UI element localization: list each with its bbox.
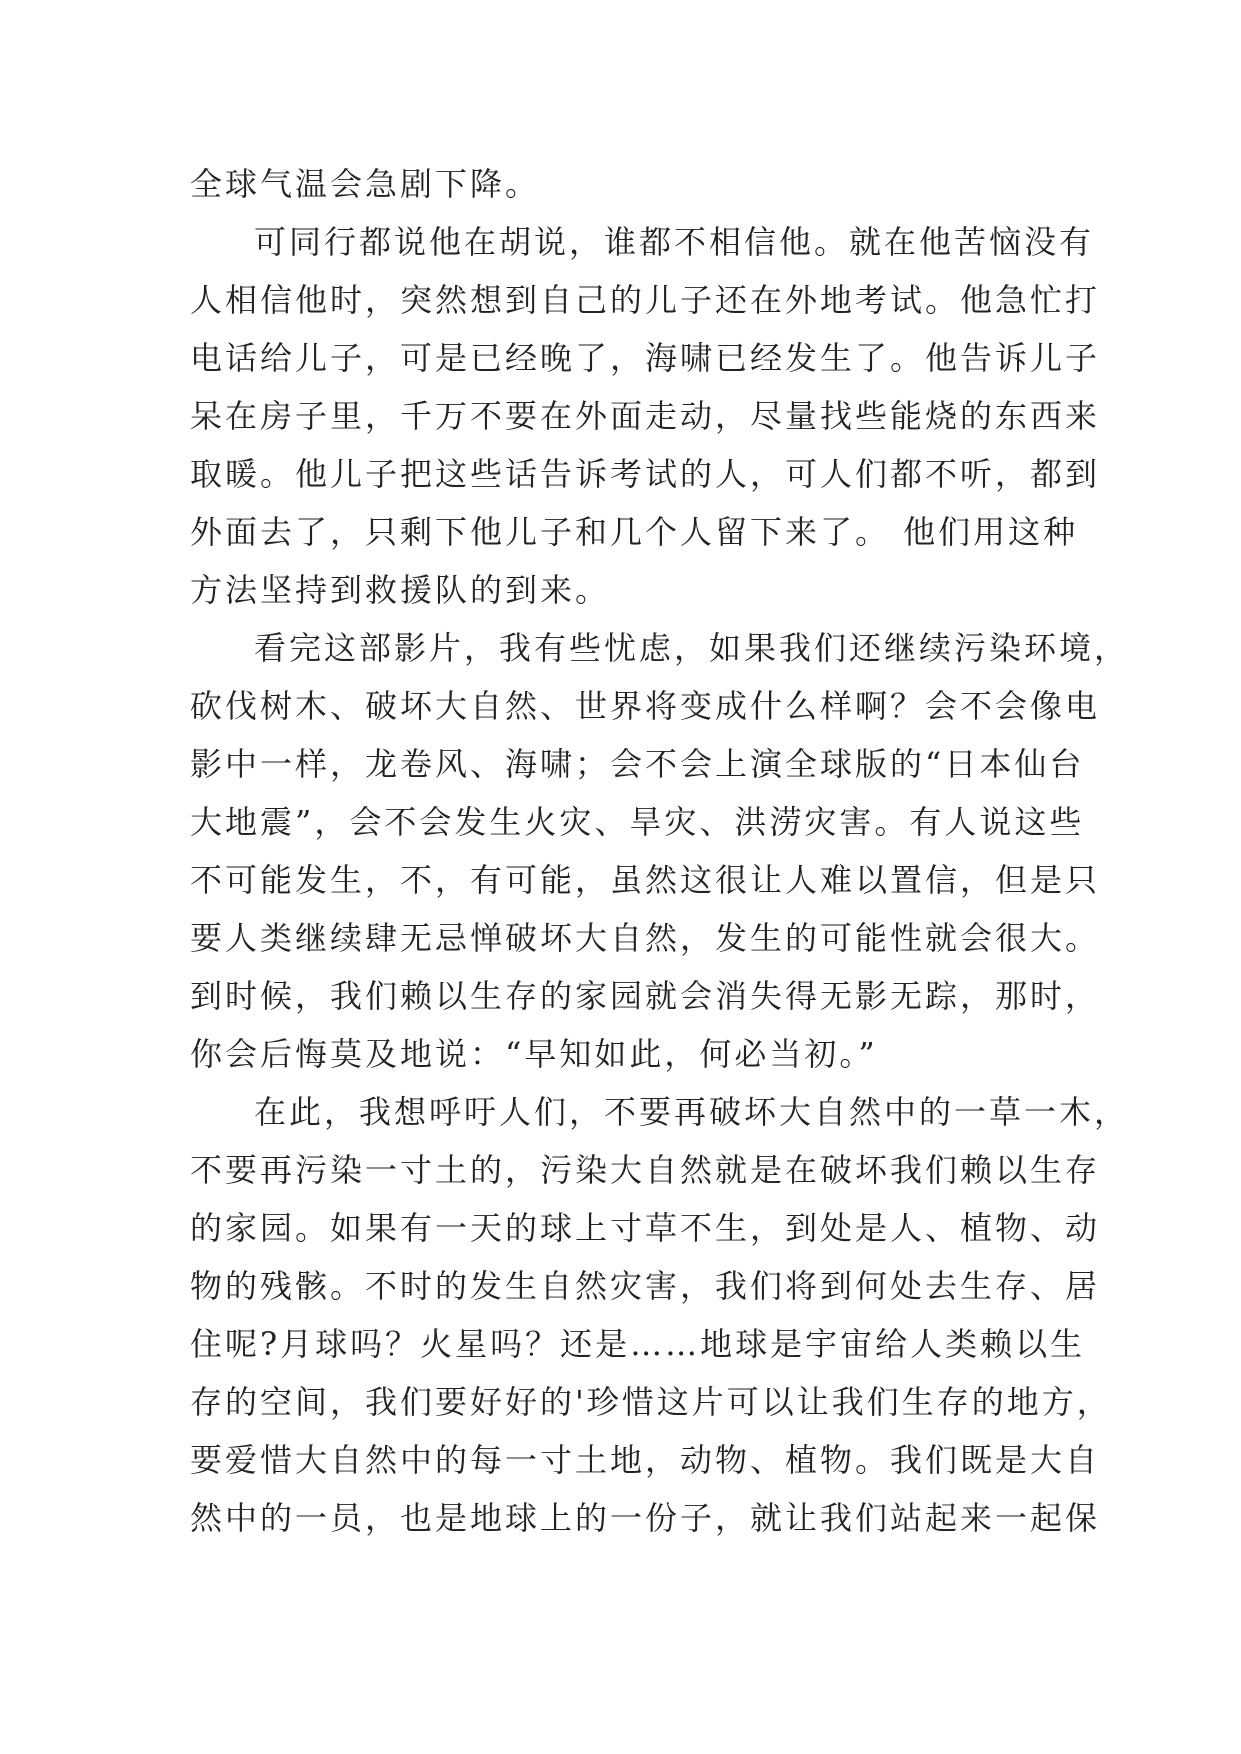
text-line: 然中的一员，也是地球上的一份子，就让我们站起来一起保	[190, 1499, 1101, 1537]
text-line: 要人类继续肆无忌惮破坏大自然，发生的可能性就会很大。	[190, 919, 1101, 957]
text-line: 住呢?月球吗？火星吗？还是……地球是宇宙给人类赖以生	[190, 1325, 1086, 1363]
text-line: 不可能发生，不，有可能，虽然这很让人难以置信，但是只	[190, 861, 1101, 899]
text-line: 大地震”，会不会发生火灾、旱灾、洪涝灾害。有人说这些	[190, 803, 1085, 841]
paragraph-start-line: 在此，我想呼吁人们，不要再破坏大自然中的一草一木，	[254, 1093, 1130, 1131]
text-line: 呆在房子里，千万不要在外面走动，尽量找些能烧的东西来	[190, 397, 1101, 435]
document-body	[190, 155, 1130, 1547]
paragraph-start-line: 可同行都说他在胡说，谁都不相信他。就在他苦恼没有	[254, 223, 1095, 261]
text-line: 人相信他时，突然想到自己的儿子还在外地考试。他急忙打	[190, 281, 1101, 319]
text-line: 要爱惜大自然中的每一寸土地，动物、植物。我们既是大自	[190, 1441, 1101, 1479]
text-line: 影中一样，龙卷风、海啸；会不会上演全球版的“日本仙台	[190, 745, 1085, 783]
text-line: 全球气温会急剧下降。	[190, 165, 541, 203]
text-line: 电话给儿子，可是已经晚了，海啸已经发生了。他告诉儿子	[190, 339, 1101, 377]
text-line: 物的残骸。不时的发生自然灾害，我们将到何处去生存、居	[190, 1267, 1101, 1305]
text-line: 方法坚持到救援队的到来。	[190, 571, 611, 609]
text-line: 你会后悔莫及地说：“早知如此，何必当初。”	[190, 1035, 878, 1073]
text-line: 砍伐树木、破坏大自然、世界将变成什么样啊？会不会像电	[190, 687, 1101, 725]
text-line: 存的空间，我们要好好的'珍惜这片可以让我们生存的地方，	[190, 1383, 1112, 1421]
text-line: 外面去了，只剩下他儿子和几个人留下来了。 他们用这种	[190, 513, 1079, 551]
paragraph-start-line: 看完这部影片，我有些忧虑，如果我们还继续污染环境，	[254, 629, 1130, 667]
text-line: 到时候，我们赖以生存的家园就会消失得无影无踪，那时，	[190, 977, 1101, 1015]
text-line: 的家园。如果有一天的球上寸草不生，到处是人、植物、动	[190, 1209, 1101, 1247]
text-line: 不要再污染一寸土的，污染大自然就是在破坏我们赖以生存	[190, 1151, 1101, 1189]
text-line: 取暖。他儿子把这些话告诉考试的人，可人们都不听，都到	[190, 455, 1101, 493]
